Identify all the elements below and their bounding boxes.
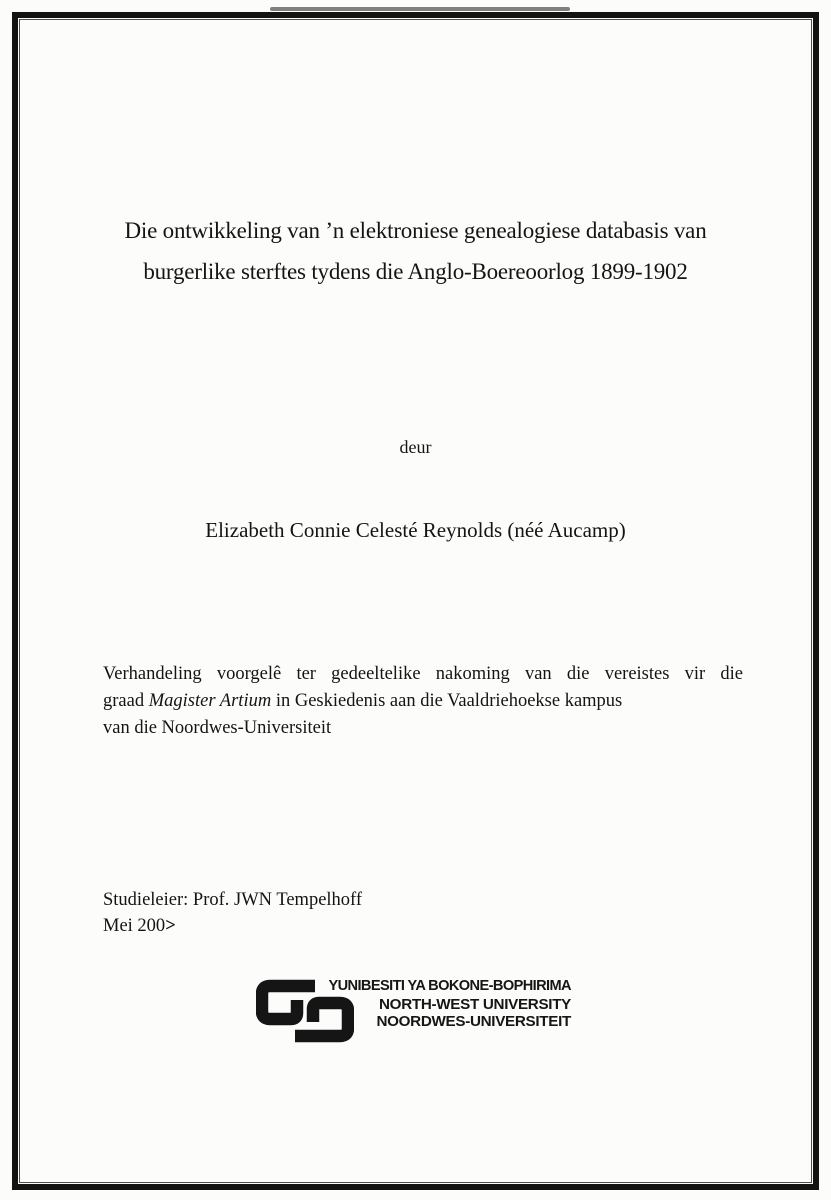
thesis-title [60, 210, 771, 292]
statement-line-2-after: in Geskiedenis aan die Vaaldriehoekse kampus [271, 691, 623, 711]
title-line-1: Die ontwikkeling van ’n elektroniese genealogiese databasis van [124, 218, 707, 243]
byline-label: deur [399, 437, 432, 457]
logo-line-setswana: YUNIBESITI YA BOKONE-BOPHIRIMA [328, 978, 571, 994]
date-text: Mei 200 [103, 916, 166, 936]
statement-line-2 [103, 688, 743, 715]
statement-line-1: Verhandeling voorgelê ter gedeeltelike nakoming van die vereistes vir die [103, 664, 743, 684]
supervisor-block [103, 887, 362, 939]
statement-line-3: van die Noordwes-Universiteit [103, 718, 332, 738]
degree-name-italic: Magister Artium [148, 691, 272, 711]
university-logo [256, 972, 586, 1052]
scan-artifact [270, 7, 570, 11]
logo-line-english: NORTH-WEST UNIVERSITY [379, 995, 571, 1013]
date-last-digit-glyph: > [165, 916, 175, 936]
author-name: Elizabeth Connie Celesté Reynolds (néé Aucamp) [205, 518, 626, 542]
logo-line-afrikaans: NOORDWES-UNIVERSITEIT [376, 1013, 571, 1030]
degree-statement [103, 661, 743, 742]
supervisor-line: Studieleier: Prof. JWN Tempelhoff [103, 890, 363, 910]
university-logo-text [318, 978, 571, 1031]
statement-line-2-before: graad [103, 691, 149, 711]
title-line-2: burgerlike sterftes tydens die Anglo-Boereoorlog 1899-1902 [143, 259, 688, 284]
date-line [103, 913, 362, 939]
